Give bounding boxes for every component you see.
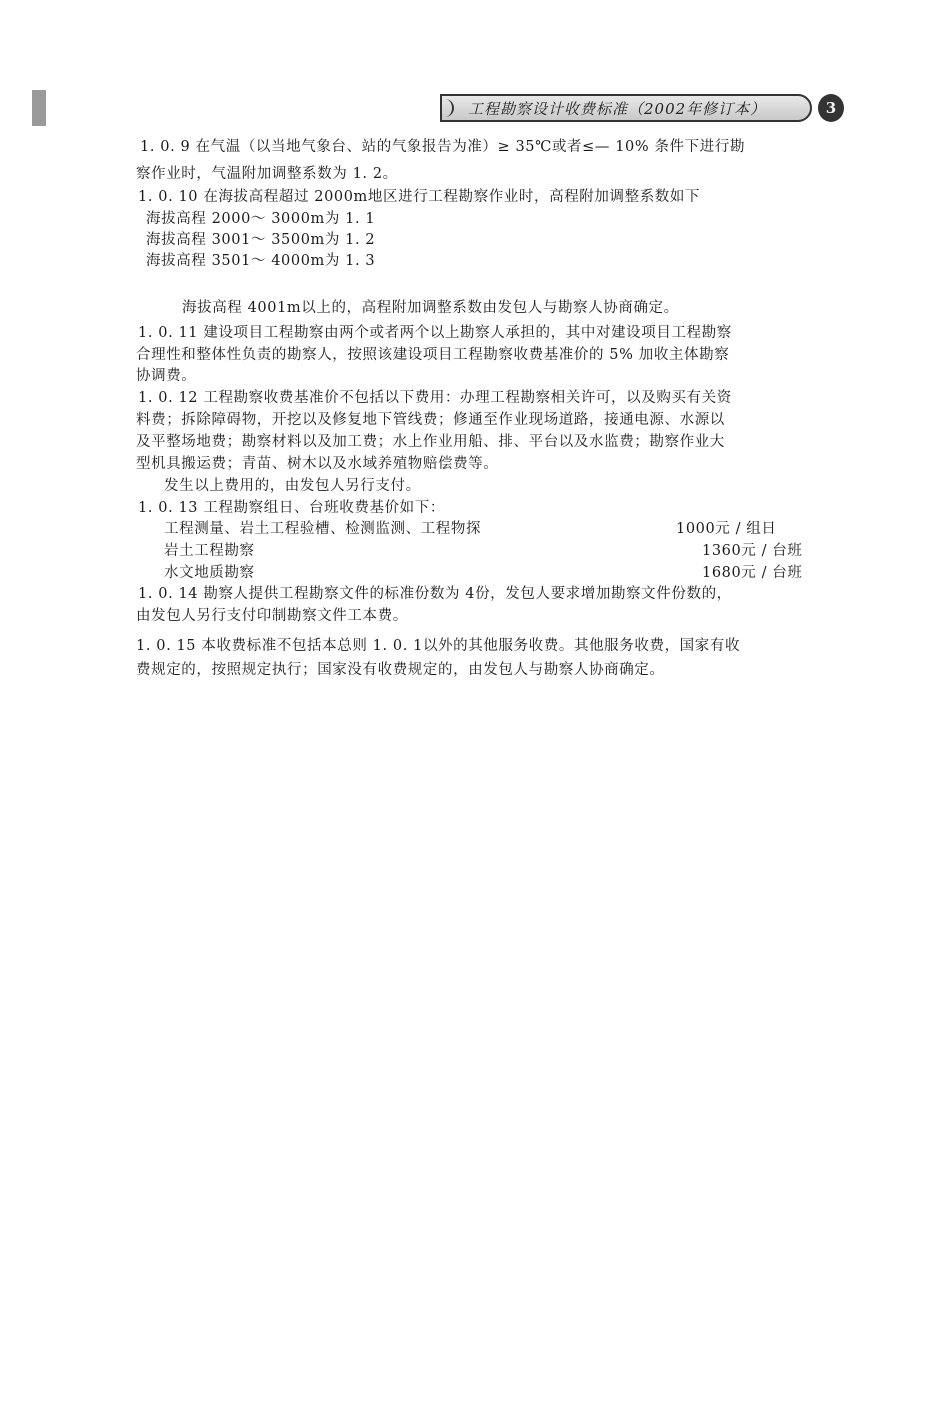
clause-1-0-11-line-2: 合理性和整体性负责的勘察人，按照该建设项目工程勘察收费基准价的 5% 加收主体勘察 (136, 347, 730, 363)
page-edge-mark (32, 90, 46, 126)
fee-row-3-name: 水文地质勘察 (164, 565, 255, 581)
clause-1-0-9-line-1: 1. 0. 9 在气温（以当地气象台、站的气象报告为准）≥ 35℃或者≤— 10% 条件下进行勘 (140, 139, 746, 155)
clause-1-0-14-line-2: 由发包人另行支付印制勘察文件工本费。 (136, 608, 408, 624)
clause-1-0-10-altitude-row-1: 海拔高程 2000～ 3000m为 1. 1 (146, 211, 376, 227)
fee-row-3-price: 1680元 / 台班 (702, 565, 803, 581)
clause-1-0-10-line-1: 1. 0. 10 在海拔高程超过 2000m地区进行工程勘察作业时，高程附加调整系数如下 (138, 189, 701, 205)
running-header-title: 工程勘察设计收费标准（2002年修订本） (468, 99, 767, 118)
fee-row-1-name: 工程测量、岩土工程验槽、检测监测、工程物探 (164, 521, 482, 537)
fee-row-2-name: 岩土工程勘察 (164, 543, 255, 559)
clause-1-0-15-line-2: 费规定的，按照规定执行；国家没有收费规定的，由发包人与勘察人协商确定。 (136, 662, 665, 678)
clause-1-0-9-line-2: 察作业时，气温附加调整系数为 1. 2。 (136, 166, 398, 182)
clause-1-0-12-line-1: 1. 0. 12 工程勘察收费基准价不包括以下费用：办理工程勘察相关许可，以及购买有关资 (138, 390, 732, 406)
clause-1-0-12-line-2: 料费；拆除障碍物，开挖以及修复地下管线费；修通至作业现场道路，接通电源、水源以 (136, 412, 725, 428)
clause-1-0-12-line-4: 型机具搬运费；青苗、树木以及水域养殖物赔偿费等。 (136, 456, 499, 472)
clause-1-0-15-line-1: 1. 0. 15 本收费标准不包括本总则 1. 0. 1以外的其他服务收费。其他服务收费，国家有收 (136, 638, 741, 654)
fee-row-2-price: 1360元 / 台班 (702, 543, 803, 559)
clause-1-0-10-altitude-row-2: 海拔高程 3001～ 3500m为 1. 2 (146, 232, 376, 248)
page-number: 3 (825, 99, 837, 117)
clause-1-0-12-line-3: 及平整场地费；勘察材料以及加工费；水上作业用船、排、平台以及水监费；勘察作业大 (136, 434, 725, 450)
clause-1-0-14-line-1: 1. 0. 14 勘察人提供工程勘察文件的标准份数为 4份，发包人要求增加勘察文件份数的， (138, 586, 732, 602)
clause-1-0-11-line-3: 协调费。 (136, 368, 197, 384)
clause-1-0-12-line-5: 发生以上费用的，由发包人另行支付。 (164, 478, 421, 494)
clause-1-0-13-line-1: 1. 0. 13 工程勘察组日、台班收费基价如下： (138, 500, 445, 516)
clause-1-0-10-line-5: 海拔高程 4001m以上的，高程附加调整系数由发包人与勘察人协商确定。 (182, 300, 679, 316)
clause-1-0-10-altitude-row-3: 海拔高程 3501～ 4000m为 1. 3 (146, 253, 376, 269)
page-number-badge (818, 94, 844, 122)
clause-1-0-11-line-1: 1. 0. 11 建设项目工程勘察由两个或者两个以上勘察人承担的，其中对建设项目工程勘察 (138, 325, 732, 341)
fee-row-1-price: 1000元 / 组日 (676, 521, 777, 537)
running-header (440, 94, 812, 122)
